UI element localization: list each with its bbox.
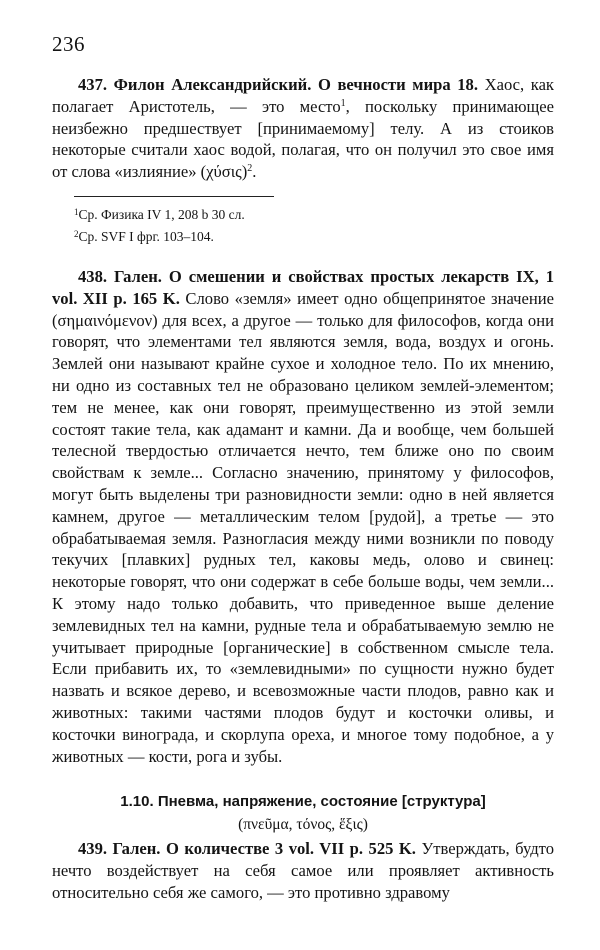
entry-437-heading: 437. Филон Александрийский. О вечности мира 18.: [78, 75, 478, 94]
entry-438-text: Слово «земля» имеет одно общепринятое значение (σημαινόμενον) для всех, а другое — только для философов, когда они говорят, что элементами тел являются земля, вода, воздух и огонь. Землей они называют крайне сухое и холодное тело. По их мнению, ни одно из составных тел не образовано целиком землей-элементом; тем не менее, как они говорят, преимущественно из этой земли состоят такие тела, как адамант и камни. Да и вообще, чем большей телесной твердостью отличается нечто, тем ближе оно по своим свойствам к земле... Согласно значению, принятому у философов, могут быть выделены три разновидности земли: одно в ней является камнем, другое — металлическим телом [рудой], а третье — это обрабатываемая земля. Разногласия между ними возникли по поводу текучих [плавких] рудных тел, каковы медь, олово и свинец: некоторые говорят, что они содержат в себе больше воды, чем земли... К этому надо только добавить, что приведенное выше деление землевидных тел на камни, рудные тела и обрабатываемую землю не учитывает природные [органические] в собственном смысле тела. Если прибавить их, то «землевидными» по сущности нужно будет назвать и всякое дерево, и всевозможные части плодов, равно как и животных: такими частями плодов будут и косточки оливы, и косточки винограда, и скорлупа ореха, и многое тому подобное, а у животных — кости, рога и зубы.: [52, 288, 554, 766]
section-subtitle: (πνεῦμα, τόνος, ἕξις): [238, 816, 368, 833]
footnote-1-text: Ср. Физика IV 1, 208 b 30 сл.: [78, 207, 245, 222]
entry-438: [52, 266, 554, 767]
footnote-2-text: Ср. SVF I фрг. 103–104.: [78, 229, 214, 244]
footnote-ref-2[interactable]: 2: [247, 163, 253, 175]
entry-437: [52, 74, 554, 183]
entry-439: [52, 838, 554, 903]
entry-439-text: Утверждать, будто нечто воздействует на себя самое или проявляет активность относительно себя же самого, — это противно здравому: [52, 839, 555, 902]
entry-439-heading: 439. Гален. О количестве 3 vol. VII p. 525 K.: [78, 839, 416, 858]
entry-437-text-2: , поскольку принимающее неизбежно предшествует [принимаемому] телу. А из стоиков некоторые считали хаос водой, полагая, что он получил это свое имя от слова «излияние» (χύσις): [52, 96, 554, 182]
entry-438-heading: 438. Гален. О смешении и свойствах простых лекарств IX, 1 vol. XII p. 165 K.: [52, 267, 554, 308]
entry-437-text-3: .: [252, 162, 257, 182]
footnote-1-number: 1: [74, 207, 79, 217]
footnote-divider: [74, 196, 274, 197]
page-number: 236: [52, 32, 85, 56]
section-title: 1.10. Пневма, напряжение, состояние [структура]: [120, 793, 486, 810]
entry-437-text-1: Хаос, как полагает Аристотель, — это место: [52, 75, 554, 116]
footnote-1: [74, 206, 534, 224]
footnote-2: [74, 228, 534, 246]
footnote-2-number: 2: [74, 229, 79, 239]
footnote-ref-1[interactable]: 1: [340, 97, 346, 109]
